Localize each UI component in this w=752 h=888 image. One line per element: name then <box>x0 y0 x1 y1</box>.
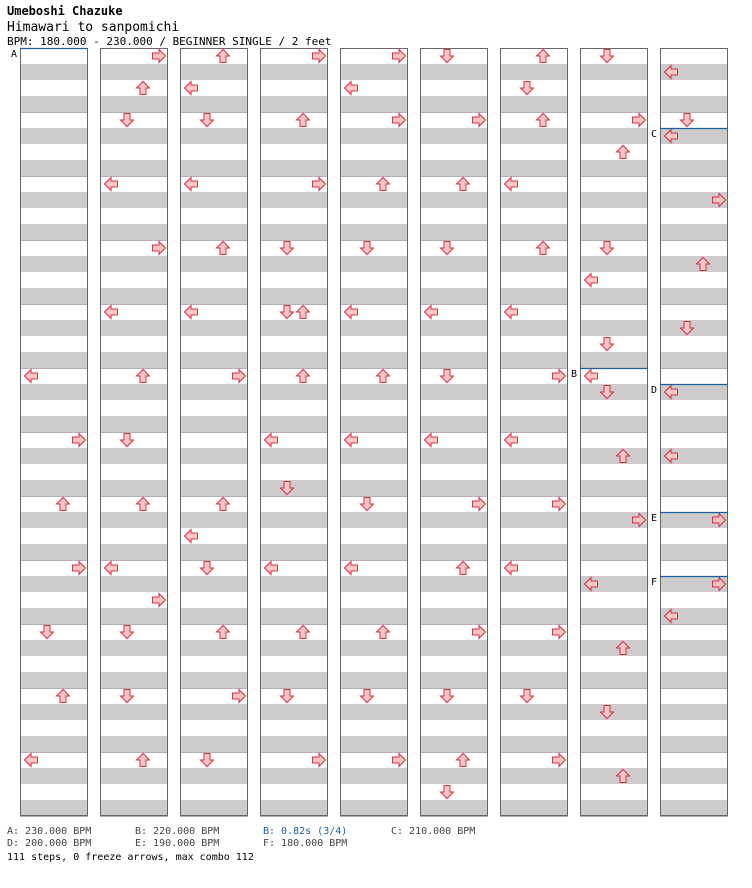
bpm-marker-label: A <box>11 49 18 60</box>
song-title: Umeboshi Chazuke <box>7 4 123 18</box>
chart-column-8 <box>580 48 648 817</box>
bpm-marker-label: C <box>651 129 658 140</box>
chart-column-3 <box>180 48 248 817</box>
legend-d: D: 200.000 BPM <box>7 838 92 849</box>
legend-b: B: 220.000 BPM <box>135 826 220 837</box>
chart-info: BPM: 180.000 - 230.000 / BEGINNER SINGLE / 2 feet <box>7 35 332 48</box>
legend-e: E: 190.000 BPM <box>135 838 220 849</box>
chart-column-7 <box>500 48 568 817</box>
chart-column-9 <box>660 48 728 817</box>
chart-column-1 <box>20 48 88 817</box>
chart-column-4 <box>260 48 328 817</box>
chart-column-2 <box>100 48 168 817</box>
legend-c: C: 210.000 BPM <box>391 826 476 837</box>
legend-a: A: 230.000 BPM <box>7 826 92 837</box>
legend-f: F: 180.000 BPM <box>263 838 348 849</box>
legend-b-stop: B: 0.82s (3/4) <box>263 826 348 837</box>
song-subtitle: Himawari to sanpomichi <box>7 20 180 35</box>
bpm-marker-label: B <box>571 369 578 380</box>
bpm-marker-label: F <box>651 577 658 588</box>
chart-summary: 111 steps, 0 freeze arrows, max combo 112 <box>7 852 254 863</box>
chart-column-6 <box>420 48 488 817</box>
bpm-marker-label: E <box>651 513 658 524</box>
bpm-marker-label: D <box>651 385 658 396</box>
chart-column-5 <box>340 48 408 817</box>
